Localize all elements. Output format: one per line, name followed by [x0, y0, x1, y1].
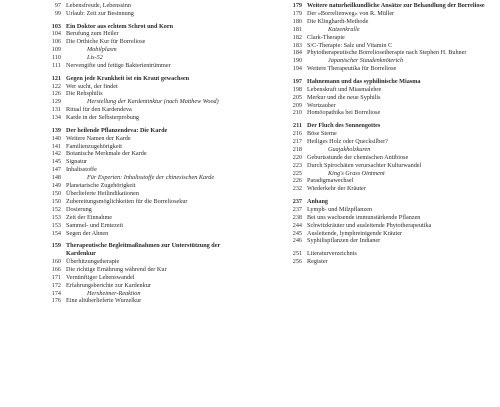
- toc-title: Schwitzkräuter und ausleitende Phytotherapeutika: [307, 221, 432, 229]
- toc-page-number: 216: [292, 129, 302, 137]
- toc-title: Wiederkehr der Kräuter: [307, 185, 366, 193]
- toc-page-number: 131: [51, 106, 61, 114]
- toc-title: Japanischer Staudenknöterich: [328, 57, 404, 65]
- toc-title: Gegen jede Krankheit ist ein Kraut gewachsen: [66, 74, 190, 82]
- toc-title: Zubereitungsmöglichkeiten für die Borreliosekur: [66, 197, 188, 205]
- toc-subentry: [44, 46, 250, 54]
- toc-title: Mobilplasm: [87, 46, 117, 54]
- toc-subentry: [285, 57, 495, 65]
- toc-entry: [44, 258, 250, 266]
- toc-page-number: 166: [51, 265, 61, 273]
- toc-page-number: 223: [292, 161, 302, 169]
- toc-entry: [44, 214, 250, 222]
- toc-title: Eine altüberlieferte Wurzelkur: [66, 297, 142, 305]
- toc-page-number: 220: [292, 153, 302, 161]
- toc-page-number: 110: [51, 54, 61, 62]
- toc-title: Lis-52: [87, 54, 103, 62]
- toc-page-number: 251: [292, 250, 302, 258]
- toc-page-number: 226: [292, 177, 302, 185]
- toc-title: Überhitzungstherapie: [66, 257, 120, 265]
- toc-page-number: 176: [51, 297, 61, 305]
- toc-page-number: 232: [292, 185, 302, 193]
- toc-title: Lymph- und Milzpflanzen: [307, 205, 372, 213]
- toc-entry: [285, 177, 495, 185]
- toc-subentry: [285, 26, 495, 34]
- toc-entry: [285, 42, 495, 50]
- toc-entry: [44, 166, 250, 174]
- toc-page-number: 145: [51, 158, 61, 166]
- toc-title: Weitere Therapeutika für Borreliose: [307, 65, 397, 73]
- toc-page-number: 99: [54, 9, 61, 17]
- toc-title: Vernünftiger Lebenswandel: [66, 273, 135, 281]
- toc-entry: [285, 65, 495, 73]
- toc-entry: [285, 214, 495, 222]
- toc-entry: [285, 18, 495, 26]
- toc-entry: [285, 162, 495, 170]
- toc-title: Bei uns wachsende immunstärkende Pflanzen: [307, 213, 421, 221]
- toc-page-number: 104: [51, 30, 61, 38]
- toc-title: Der »Borrelienweg« von R. Müller: [307, 9, 395, 17]
- toc-entry: [44, 230, 250, 238]
- toc-page-number: 237: [292, 197, 302, 205]
- toc-page-number: 153: [51, 221, 61, 229]
- toc-page-number: 190: [292, 57, 302, 65]
- toc-title: Ritual für den Kardendeva: [66, 106, 132, 114]
- toc-title: Sammel- und Erntezeit: [66, 221, 124, 229]
- toc-title: Die Rehsphilis: [66, 90, 103, 98]
- toc-entry: [44, 143, 250, 151]
- toc-page-number: 122: [51, 82, 61, 90]
- toc-page-number: 153: [51, 213, 61, 221]
- toc-title: Signatur: [66, 158, 87, 166]
- toc-page-number: 171: [51, 273, 61, 281]
- toc-title: Syphilispflanzen der Indianer: [307, 237, 381, 245]
- toc-page-number: 209: [292, 101, 302, 109]
- toc-page-number: 183: [292, 41, 302, 49]
- toc-subentry: [44, 174, 250, 182]
- toc-title: Urlaub: Zeit zur Besinnung: [66, 9, 134, 17]
- toc-column-left: [44, 2, 250, 305]
- toc-page-number: 160: [51, 257, 61, 265]
- toc-page-number: 152: [51, 205, 61, 213]
- toc-page-number: 217: [292, 137, 302, 145]
- toc-page-number: 194: [292, 65, 302, 73]
- toc-title: Katzenkralle: [328, 25, 360, 33]
- toc-page-number: 141: [51, 142, 61, 150]
- toc-title: Ein Doktor aus echtem Schrot und Korn: [66, 22, 174, 30]
- toc-title: Botanische Merkmale der Karde: [66, 150, 147, 158]
- toc-entry: [44, 282, 250, 290]
- toc-title: Ausleitende, lymphreinigende Kräuter: [307, 229, 403, 237]
- toc-page-number: 205: [292, 93, 302, 101]
- toc-title: Weitere Namen der Karde: [66, 134, 131, 142]
- toc-entry: [44, 90, 250, 98]
- toc-title: Karde in der Selbsterprobung: [66, 114, 140, 122]
- toc-entry: [44, 222, 250, 230]
- toc-entry: [44, 206, 250, 214]
- toc-entry: [285, 34, 495, 42]
- toc-title: Zeit der Einnahme: [66, 213, 113, 221]
- toc-entry: [44, 297, 250, 305]
- toc-title: Wer sucht, der findet: [66, 82, 118, 90]
- toc-section-heading: [285, 2, 495, 10]
- toc-title: Homöopathika bei Borreliose: [307, 109, 381, 117]
- toc-entry: [44, 38, 250, 46]
- toc-page-number: 129: [51, 98, 61, 106]
- toc-title: Familienzugehörigkeit: [66, 142, 123, 150]
- toc-page-number: 198: [292, 85, 302, 93]
- toc-entry: [285, 250, 495, 258]
- toc-page-number: 111: [52, 62, 61, 70]
- toc-title: Geburtsstunde der chemischen Antibiose: [307, 153, 409, 161]
- toc-title: Die richtige Ernährung während der Kur: [66, 265, 167, 273]
- toc-title: King's Grass Ointment: [328, 169, 385, 177]
- toc-page-number: 140: [51, 134, 61, 142]
- toc-title: Lebensfreude, Lebenssinn: [66, 2, 131, 9]
- toc-subentry: [44, 98, 250, 106]
- toc-title: Weitere naturheilkundliche Ansätze zur Behandlung der Borreliose: [307, 2, 485, 9]
- toc-page-number: 126: [51, 90, 61, 98]
- toc-page-number: 154: [51, 229, 61, 237]
- toc-title: Merkur und die neue Syphilis: [307, 93, 381, 101]
- toc-entry: [285, 49, 495, 57]
- toc-entry: [44, 114, 250, 122]
- toc-title: Lebenskraft und Miasmalehre: [307, 85, 382, 93]
- toc-title: S/C-Therapie: Salz und Vitamin C: [307, 41, 393, 49]
- toc-title: Paradigmawechsel: [307, 177, 354, 185]
- toc-page-number: 139: [51, 126, 61, 134]
- toc-title: Durch Spirochäten verursachter Kulturwandel: [307, 161, 422, 169]
- toc-page-number: 150: [51, 190, 61, 197]
- toc-section-heading: [285, 122, 495, 130]
- toc-title: Berufung zum Heiler: [66, 30, 119, 38]
- toc-entry: [285, 86, 495, 94]
- toc-subentry: [44, 290, 250, 298]
- toc-entry: [44, 158, 250, 166]
- toc-title: Phytotherapeutische Borreliosetherapie nach Stephen H. Buhner: [307, 49, 467, 57]
- toc-entry: [44, 62, 250, 70]
- toc-title: Erfahrungsberichte zur Kardenkur: [66, 281, 151, 289]
- toc-page-number: 103: [51, 22, 61, 30]
- toc-page-number: 237: [292, 205, 302, 213]
- toc-title: Heiliges Holz oder Quecksilber?: [307, 137, 388, 145]
- toc-title: Dosierung: [66, 205, 92, 213]
- toc-section-heading: [44, 23, 250, 31]
- toc-section-heading: [44, 127, 250, 135]
- toc-page-number: 97: [54, 2, 61, 9]
- toc-entry: [44, 10, 250, 18]
- toc-entry: [44, 274, 250, 282]
- toc-section-heading: [285, 78, 495, 86]
- toc-page-number: 172: [51, 281, 61, 289]
- toc-entry: [44, 266, 250, 274]
- toc-title: Für Experten: Inhaltsstoffe der chinesischen Karde: [87, 174, 215, 182]
- toc-title: Wortzauber: [307, 101, 336, 109]
- toc-page-number: 149: [51, 182, 61, 190]
- toc-entry: [44, 198, 250, 206]
- toc-title: Die Orthiche Kur für Borreliose: [66, 38, 146, 46]
- toc-subentry: [285, 146, 495, 154]
- toc-entry: [285, 237, 495, 245]
- toc-title: Überlieferte Heilindikationen: [66, 190, 140, 197]
- toc-title: Clark-Therapie: [307, 33, 345, 41]
- toc-page-number: 246: [292, 237, 302, 245]
- toc-title: Anhang: [307, 197, 328, 205]
- toc-page-number: 150: [51, 197, 61, 205]
- toc-entry: [44, 2, 250, 10]
- toc-entry: [285, 94, 495, 102]
- toc-title: Herxheimer-Reaktion: [87, 289, 141, 297]
- toc-page-number: 109: [51, 46, 61, 54]
- toc-title: Der heilende Pflanzendeva: Die Karde: [66, 126, 168, 134]
- toc-entry: [44, 182, 250, 190]
- toc-entry: [285, 185, 495, 193]
- toc-page-number: 184: [292, 49, 302, 57]
- toc-title: Nervengifte und fettige Bakterientrümmer: [66, 62, 171, 70]
- toc-title: Der Fluch des Sonnengottes: [307, 122, 381, 130]
- toc-page-number: 106: [51, 38, 61, 46]
- toc-title: Die Klinghardt-Methode: [307, 17, 369, 25]
- toc-page-number: 211: [293, 122, 302, 130]
- toc-title: Hahnemann und das syphilinische Miasma: [307, 77, 421, 85]
- toc-subentry: [285, 170, 495, 178]
- toc-title: Planetarische Zugehörigkeit: [66, 182, 136, 190]
- toc-title: Inhaltsstoffe: [66, 166, 97, 174]
- toc-page-number: 134: [51, 114, 61, 122]
- toc-page-number: 197: [292, 77, 302, 85]
- toc-entry: [285, 206, 495, 214]
- toc-entry: [285, 10, 495, 18]
- toc-page-number: 182: [292, 33, 302, 41]
- toc-page-number: 179: [292, 2, 302, 9]
- toc-page-number: 174: [51, 289, 61, 297]
- toc-entry: [44, 30, 250, 38]
- toc-page-number: 159: [51, 242, 61, 250]
- toc-title: Böse Sterne: [307, 129, 337, 137]
- toc-entry: [285, 258, 495, 266]
- toc-page-number: 225: [292, 169, 302, 177]
- toc-title: Register: [307, 257, 328, 265]
- toc-entry: [285, 230, 495, 238]
- toc-page-number: 179: [292, 9, 302, 17]
- toc-title: Literaturverzeichnis: [307, 250, 357, 258]
- toc-entry: [44, 190, 250, 198]
- toc-title: Segen der Ahnen: [66, 229, 109, 237]
- toc-page-number: 256: [292, 257, 302, 265]
- toc-entry: [44, 83, 250, 91]
- toc-entry: [285, 130, 495, 138]
- toc-page-number: 245: [292, 229, 302, 237]
- toc-section-heading: [44, 75, 250, 83]
- toc-page-number: 244: [292, 221, 302, 229]
- toc-subentry: [44, 54, 250, 62]
- toc-column-right: [285, 2, 495, 266]
- toc-page-number: 238: [292, 213, 302, 221]
- toc-section-heading: [44, 242, 250, 258]
- toc-title: Therapeutische Begleitmaßnahmen zur Unterstützung der Kardenkur: [66, 242, 221, 258]
- toc-page-number: 218: [292, 145, 302, 153]
- toc-entry: [285, 109, 495, 117]
- toc-page-number: 121: [51, 74, 61, 82]
- toc-page-number: 148: [51, 174, 61, 182]
- toc-entry: [285, 154, 495, 162]
- toc-page-number: 181: [292, 25, 302, 33]
- toc-section-heading: [285, 198, 495, 206]
- toc-entry: [44, 150, 250, 158]
- toc-title: Herstellung der Kardentinktur (nach Matthew Wood): [87, 98, 219, 106]
- toc-title: Guajakholzkuren: [328, 145, 371, 153]
- toc-entry: [285, 102, 495, 110]
- toc-page-number: 210: [292, 109, 302, 117]
- toc-entry: [285, 138, 495, 146]
- toc-entry: [285, 222, 495, 230]
- toc-page-number: 142: [51, 150, 61, 158]
- toc-entry: [44, 135, 250, 143]
- toc-entry: [44, 106, 250, 114]
- toc-page-number: 147: [51, 166, 61, 174]
- toc-page-number: 180: [292, 17, 302, 25]
